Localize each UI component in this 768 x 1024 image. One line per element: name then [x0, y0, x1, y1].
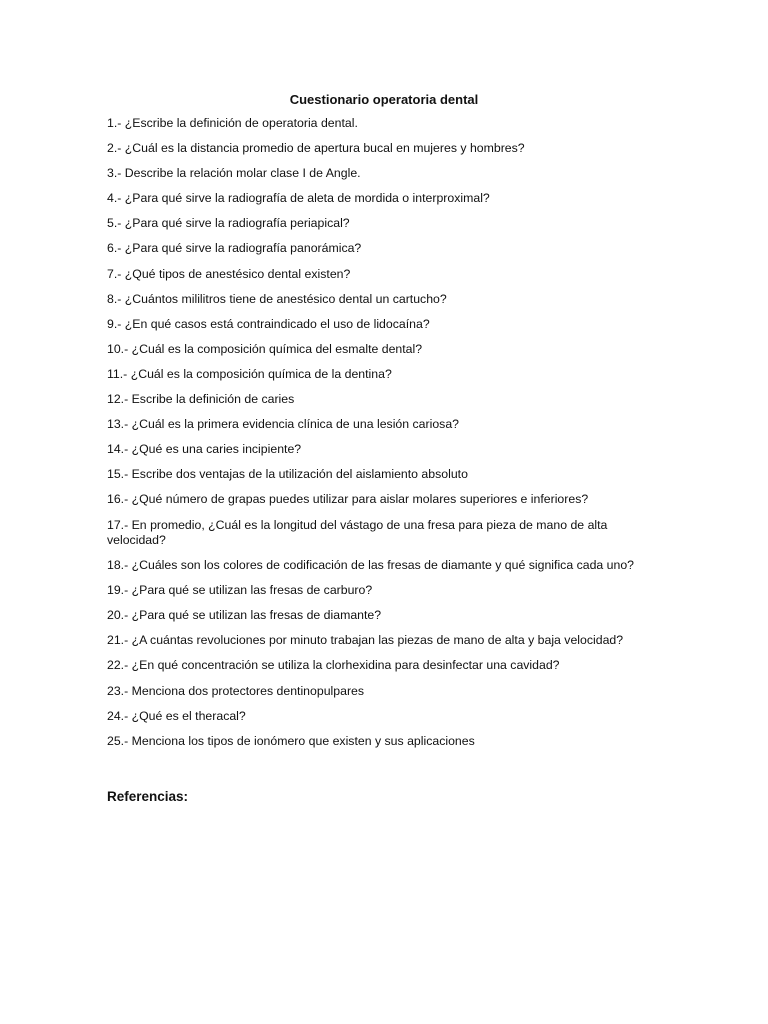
question-item: 23.- Menciona dos protectores dentinopulpares	[107, 683, 365, 698]
question-list	[107, 116, 655, 759]
question-item: 10.- ¿Cuál es la composición química del esmalte dental?	[107, 341, 423, 356]
question-item: 2.- ¿Cuál es la distancia promedio de apertura bucal en mujeres y hombres?	[107, 141, 525, 156]
question-item: 9.- ¿En qué casos está contraindicado el uso de lidocaína?	[107, 316, 430, 331]
question-item: 11.- ¿Cuál es la composición química de la dentina?	[107, 366, 392, 381]
question-item: 16.- ¿Qué número de grapas puedes utilizar para aislar molares superiores e inferiores?	[107, 492, 589, 507]
document-title: Cuestionario operatoria dental	[289, 92, 479, 107]
references-heading: Referencias:	[107, 789, 189, 804]
question-item: 20.- ¿Para qué se utilizan las fresas de diamante?	[107, 608, 382, 623]
question-item: 21.- ¿A cuántas revoluciones por minuto trabajan las piezas de mano de alta y baja velocidad?	[107, 633, 624, 648]
question-item: 19.- ¿Para qué se utilizan las fresas de carburo?	[107, 583, 373, 598]
question-item: 17.- En promedio, ¿Cuál es la longitud del vástago de una fresa para pieza de mano de alta velocidad?	[107, 517, 608, 547]
question-item: 14.- ¿Qué es una caries incipiente?	[107, 442, 302, 457]
question-item: 22.- ¿En qué concentración se utiliza la clorhexidina para desinfectar una cavidad?	[107, 658, 560, 673]
question-item: 24.- ¿Qué es el theracal?	[107, 708, 246, 723]
question-item: 3.- Describe la relación molar clase I de Angle.	[107, 166, 361, 181]
question-item: 7.- ¿Qué tipos de anestésico dental existen?	[107, 266, 351, 281]
question-item: 12.- Escribe la definición de caries	[107, 392, 295, 407]
question-item: 13.- ¿Cuál es la primera evidencia clínica de una lesión cariosa?	[107, 417, 460, 432]
question-item: 6.- ¿Para qué sirve la radiografía panorámica?	[107, 241, 362, 256]
question-item: 5.- ¿Para qué sirve la radiografía periapical?	[107, 216, 350, 231]
question-item: 8.- ¿Cuántos mililitros tiene de anestésico dental un cartucho?	[107, 291, 447, 306]
question-item: 4.- ¿Para qué sirve la radiografía de aleta de mordida o interproximal?	[107, 191, 490, 206]
question-item: 15.- Escribe dos ventajas de la utilización del aislamiento absoluto	[107, 467, 468, 482]
question-item: 1.- ¿Escribe la definición de operatoria dental.	[107, 116, 358, 130]
question-item: 18.- ¿Cuáles son los colores de codificación de las fresas de diamante y qué significa cada uno?	[107, 558, 635, 573]
question-item: 25.- Menciona los tipos de ionómero que existen y sus aplicaciones	[107, 733, 475, 748]
